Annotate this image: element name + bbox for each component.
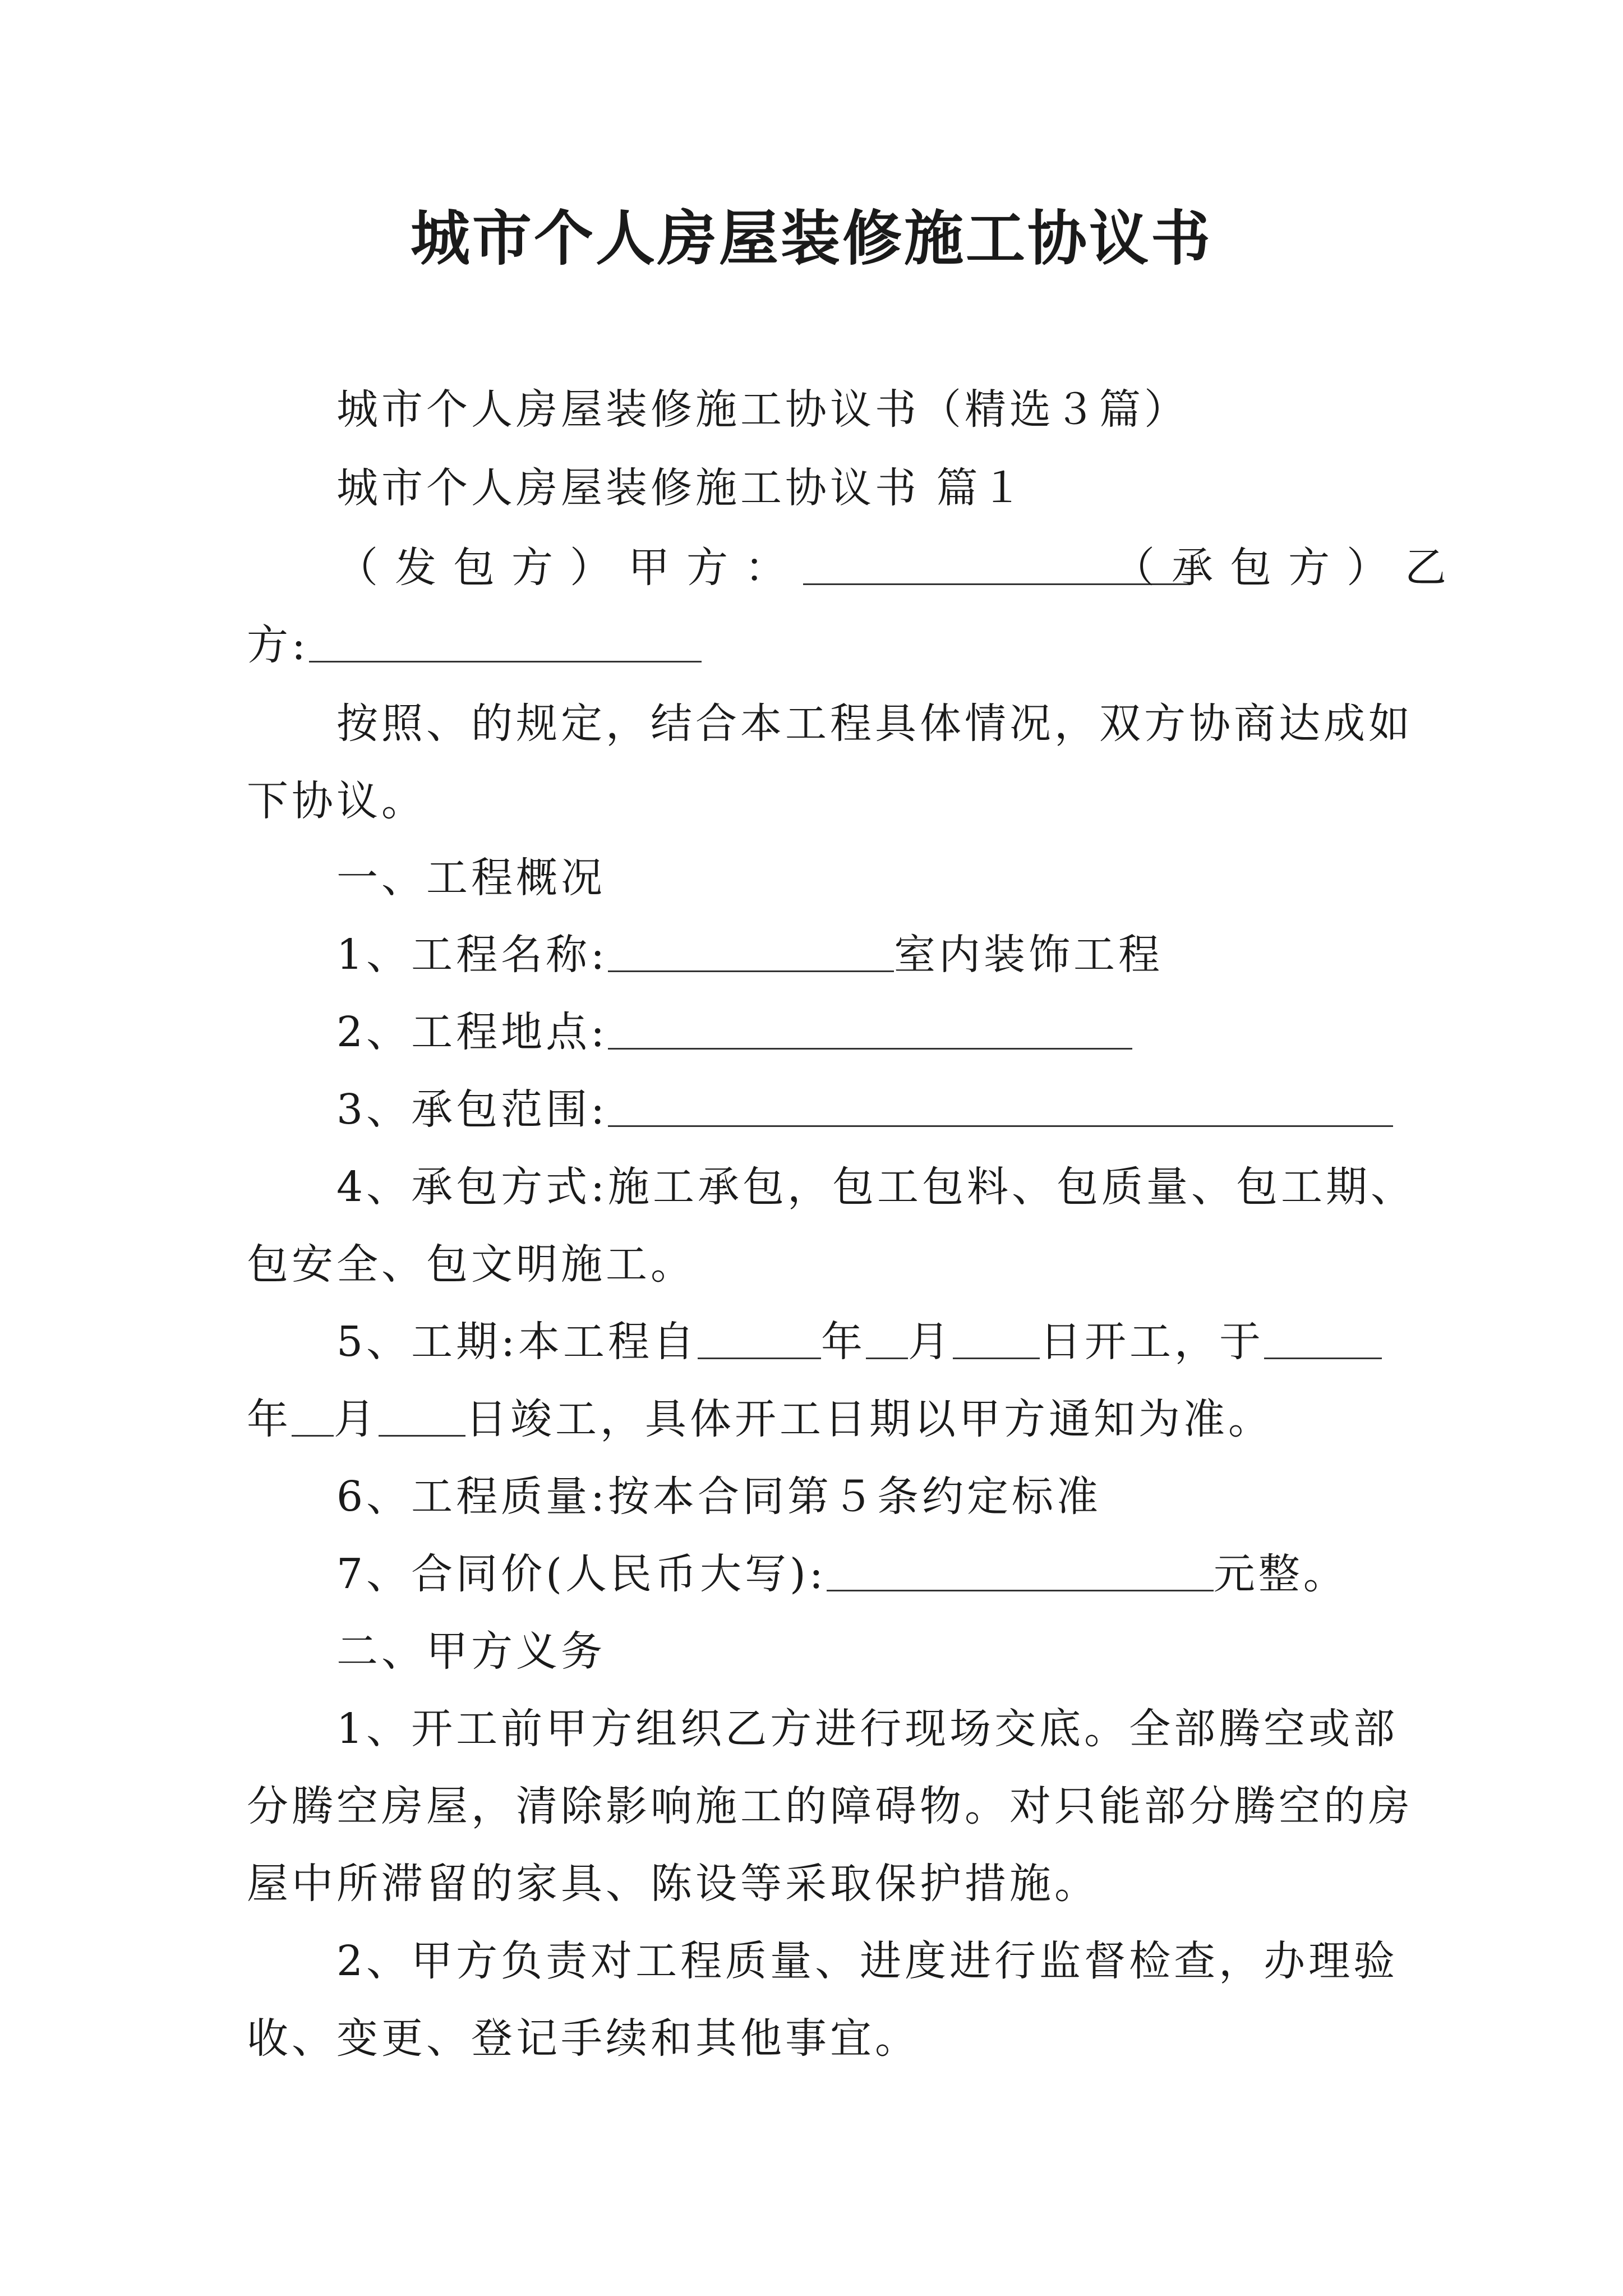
- duty-1-line-1: 1、开工前甲方组织乙方进行现场交底。全部腾空或部: [336, 1705, 1399, 1753]
- item-4-line-2: 包安全、包文明施工。: [247, 1240, 695, 1289]
- item-5-year2-blank: [1264, 1318, 1382, 1359]
- item-1-blank: [608, 931, 894, 972]
- item-1: [336, 927, 1163, 983]
- item-5-line-1: [336, 1314, 1382, 1370]
- item-5-year1-blank: [698, 1318, 821, 1359]
- party-b-blank: [309, 622, 702, 662]
- item-2: [336, 1004, 1132, 1060]
- item-1-label: 1、工程名称:: [336, 931, 608, 979]
- party-b-cont: 方:: [247, 621, 309, 669]
- party-a-line: [336, 540, 1190, 596]
- item-5-start: 5、工期:本工程自: [336, 1318, 698, 1366]
- item-1-value: 室内装饰工程: [894, 931, 1164, 979]
- party-b-label: （承包方）乙: [1113, 544, 1463, 592]
- item-7-blank: [827, 1550, 1214, 1591]
- item-7: [336, 1546, 1348, 1602]
- item-5-month2-blank: [292, 1396, 334, 1437]
- item-5-year2: 年: [247, 1395, 292, 1443]
- subtitle: 城市个人房屋装修施工协议书（精选３篇）: [336, 385, 1189, 434]
- duty-2-line-2: 收、变更、登记手续和其他事宜。: [247, 2014, 920, 2063]
- part-heading: 城市个人房屋装修施工协议书 篇１: [336, 464, 1026, 512]
- duty-1-line-3: 屋中所滞留的家具、陈设等采取保护措施。: [247, 1860, 1099, 1908]
- item-5-end: 日竣工，具体开工日期以甲方通知为准。: [465, 1395, 1273, 1443]
- item-5-line-2: [247, 1391, 1273, 1447]
- item-4-line-1: 4、承包方式:施工承包，包工包料、包质量、包工期、: [336, 1163, 1416, 1211]
- item-3: [336, 1082, 1393, 1138]
- item-5-month1-blank: [866, 1318, 908, 1359]
- item-5-month1: 月: [908, 1318, 953, 1366]
- item-5-day2-blank: [379, 1396, 465, 1437]
- document-title: 城市个人房屋装修施工协议书: [411, 203, 1212, 273]
- item-5-day1: 日开工，于: [1040, 1318, 1265, 1366]
- section-2-heading: 二、甲方义务: [336, 1627, 606, 1676]
- item-6: 6、工程质量:按本合同第５条约定标准: [336, 1473, 1102, 1521]
- party-b-line: [247, 617, 702, 673]
- item-5-day1-blank: [953, 1318, 1040, 1359]
- item-2-blank: [608, 1009, 1132, 1050]
- item-3-label: 3、承包范围:: [336, 1085, 608, 1134]
- duty-2-line-1: 2、甲方负责对工程质量、进度进行监督检查，办理验: [336, 1937, 1399, 1985]
- item-5-month2: 月: [334, 1395, 379, 1443]
- intro-line-2: 下协议。: [247, 777, 426, 825]
- item-5-year1: 年: [821, 1318, 866, 1366]
- intro-line-1: 按照、的规定，结合本工程具体情况，双方协商达成如: [336, 700, 1413, 748]
- section-1-heading: 一、工程概况: [336, 854, 606, 902]
- item-2-label: 2、工程地点:: [336, 1008, 608, 1056]
- item-7-label: 7、合同价(人民币大写):: [336, 1550, 827, 1598]
- party-a-label: （发包方）甲方：: [336, 544, 803, 592]
- item-3-blank: [608, 1086, 1393, 1127]
- duty-1-line-2: 分腾空房屋，清除影响施工的障碍物。对只能部分腾空的房: [247, 1782, 1413, 1830]
- item-7-unit: 元整。: [1213, 1550, 1348, 1598]
